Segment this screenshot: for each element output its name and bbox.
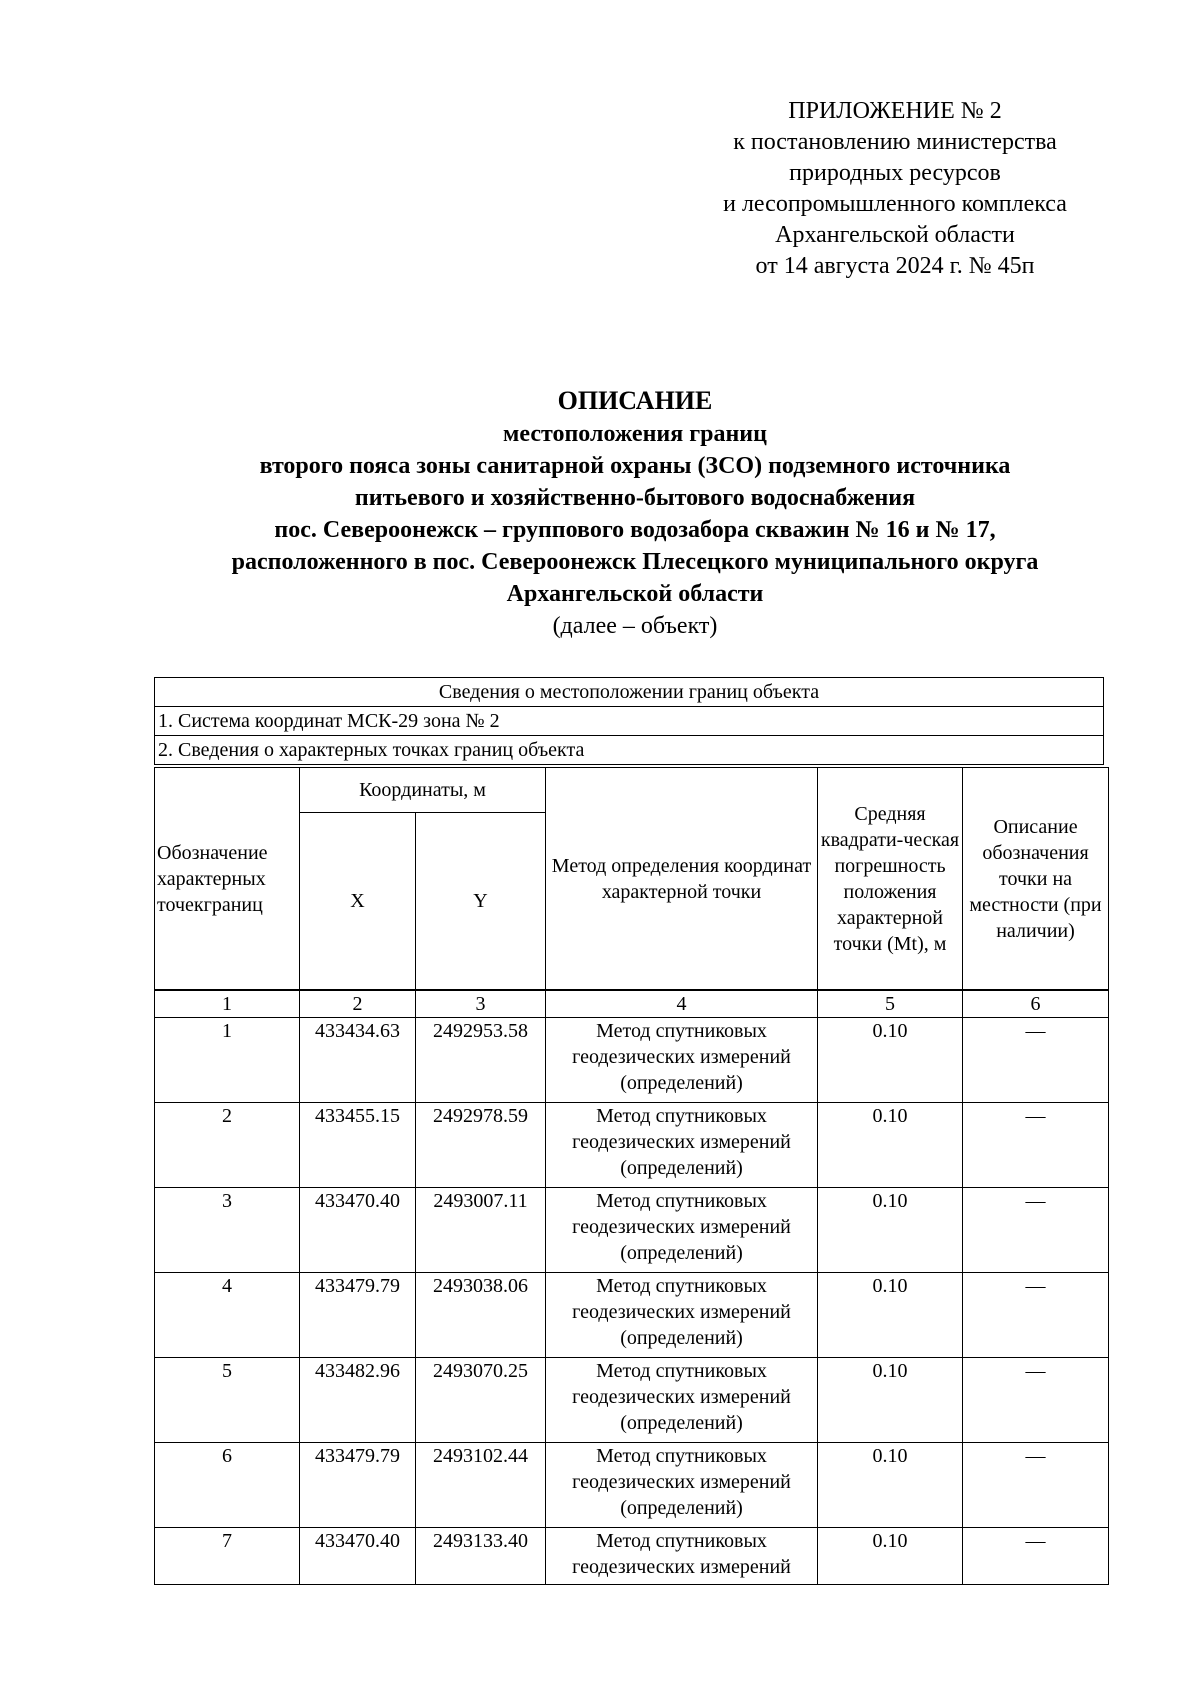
boundary-points-table [154,767,1109,1585]
table-row [155,1528,1109,1585]
coordinate-system: 1. Система координат МСК-29 зона № 2 [155,707,1104,736]
error-mt: 0.10 [818,1103,963,1188]
info-header: Сведения о местоположении границ объекта [155,678,1104,707]
header-designation: Обозначение характерных точекграниц [155,768,300,991]
coord-x: 433470.40 [300,1188,416,1273]
method: Метод спутниковых геодезических измерений (определений) [546,1103,818,1188]
error-mt: 0.10 [818,1443,963,1528]
title-line: расположенного в пос. Североонежск Плесецкого муниципального округа [231,549,1039,575]
coord-y: 2493133.40 [416,1528,546,1585]
method: Метод спутниковых геодезических измерений [546,1528,818,1585]
point-number: 4 [155,1273,300,1358]
coord-y: 2493070.25 [416,1358,546,1443]
method: Метод спутниковых геодезических измерений (определений) [546,1188,818,1273]
method: Метод спутниковых геодезических измерений (определений) [546,1358,818,1443]
title-line: второго пояса зоны санитарной охраны (ЗСО) подземного источника [259,453,1011,479]
point-number: 1 [155,1018,300,1103]
point-description: — [963,1443,1109,1528]
column-number: 5 [818,990,963,1018]
point-description: — [963,1528,1109,1585]
table-header-row [155,768,1109,813]
point-number: 5 [155,1358,300,1443]
coord-x: 433482.96 [300,1358,416,1443]
coord-y: 2493102.44 [416,1443,546,1528]
point-description: — [963,1018,1109,1103]
coord-x: 433434.63 [300,1018,416,1103]
column-number: 1 [155,990,300,1018]
object-info-table [154,677,1104,765]
column-number: 3 [416,990,546,1018]
point-description: — [963,1103,1109,1188]
coord-y: 2493038.06 [416,1273,546,1358]
document-title-block [140,384,1130,642]
column-number: 2 [300,990,416,1018]
title-line: местоположения границ [503,421,767,447]
table-row [155,1358,1109,1443]
point-description: — [963,1358,1109,1443]
title-line: Архангельской области [506,581,764,607]
error-mt: 0.10 [818,1358,963,1443]
coord-x: 433455.15 [300,1103,416,1188]
document-title: ОПИСАНИЕ [557,386,713,415]
method: Метод спутниковых геодезических измерений (определений) [546,1273,818,1358]
table-row [155,1443,1109,1528]
coord-x: 433479.79 [300,1273,416,1358]
appendix-header [660,96,1130,282]
header-method: Метод определения координат характерной точки [546,768,818,991]
appendix-title: ПРИЛОЖЕНИЕ № 2 [788,98,1002,124]
point-number: 2 [155,1103,300,1188]
header-y: Y [416,813,546,991]
point-number: 7 [155,1528,300,1585]
coord-x: 433470.40 [300,1528,416,1585]
coord-y: 2492978.59 [416,1103,546,1188]
title-note: (далее – объект) [552,613,718,639]
column-number: 6 [963,990,1109,1018]
column-number: 4 [546,990,818,1018]
table-row [155,1273,1109,1358]
point-description: — [963,1273,1109,1358]
coord-y: 2493007.11 [416,1188,546,1273]
header-error: Средняя квадрати-ческая погрешность положения характерной точки (Mt), м [818,768,963,991]
appendix-line: Архангельской области [775,222,1015,248]
error-mt: 0.10 [818,1273,963,1358]
appendix-line: природных ресурсов [789,160,1001,186]
table-row [155,1103,1109,1188]
appendix-date-line: от 14 августа 2024 г. № 45п [755,253,1035,279]
header-description: Описание обозначения точки на местности (при наличии) [963,768,1109,991]
header-coordinates: Координаты, м [300,768,546,813]
table-row [155,1018,1109,1103]
coord-x: 433479.79 [300,1443,416,1528]
error-mt: 0.10 [818,1188,963,1273]
title-line: пос. Североонежск – группового водозабора скважин № 16 и № 17, [274,517,996,543]
table-row [155,1188,1109,1273]
error-mt: 0.10 [818,1018,963,1103]
column-numbers-row [155,990,1109,1018]
title-line: питьевого и хозяйственно-бытового водоснабжения [354,485,916,511]
error-mt: 0.10 [818,1528,963,1585]
header-x: X [300,813,416,991]
method: Метод спутниковых геодезических измерений (определений) [546,1018,818,1103]
appendix-line: к постановлению министерства [733,129,1057,155]
appendix-line: и лесопромышленного комплекса [723,191,1067,217]
method: Метод спутниковых геодезических измерений (определений) [546,1443,818,1528]
points-section-title: 2. Сведения о характерных точках границ объекта [155,736,1104,765]
point-description: — [963,1188,1109,1273]
point-number: 3 [155,1188,300,1273]
coord-y: 2492953.58 [416,1018,546,1103]
point-number: 6 [155,1443,300,1528]
